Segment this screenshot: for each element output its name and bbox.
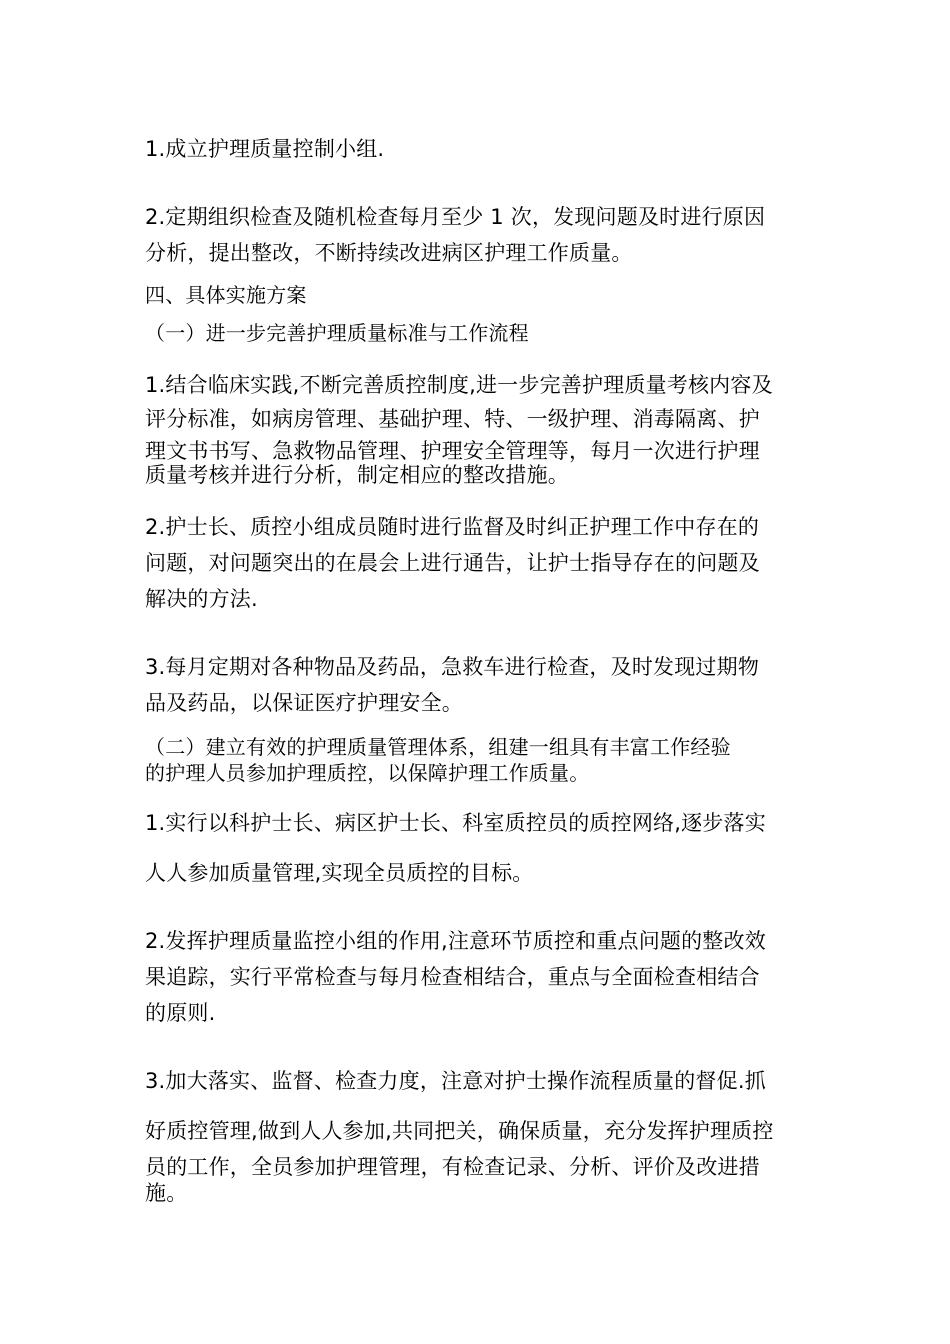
text-line-3: 分析，提出整改，不断持续改进病区护理工作质量。 [145,241,633,265]
text-line-7: 评分标准，如病房管理、基础护理、特、一级护理、消毒隔离、护 [145,407,760,431]
text-line-19: 2.发挥护理质量监控小组的作用,注意环节质控和重点问题的整改效 [145,929,766,953]
text-line-9: 质量考核并进行分析，制定相应的整改措施。 [145,463,569,487]
section-heading-4: 四、具体实施方案 [145,283,307,307]
text-line-16: 的护理人员参加护理质控，以保障护理工作质量。 [145,761,590,785]
subsection-heading-1: （一）进一步完善护理质量标准与工作流程 [145,321,529,345]
text-line-24: 员的工作，全员参加护理管理，有检查记录、分析、评价及改进措 [145,1155,760,1179]
text-line-14: 品及药品，以保证医疗护理安全。 [145,691,463,715]
text-line-23: 好质控管理,做到人人参加,共同把关，确保质量，充分发挥护理质控 [145,1119,774,1143]
text-line-22: 3.加大落实、监督、检查力度，注意对护士操作流程质量的督促.抓 [145,1069,766,1093]
text-line-2: 2.定期组织检查及随机检查每月至少 1 次，发现问题及时进行原因 [145,205,766,229]
text-line-13: 3.每月定期对各种物品及药品，急救车进行检查，及时发现过期物 [145,655,760,679]
text-line-8: 理文书书写、急救物品管理、护理安全管理等，每月一次进行护理 [145,439,760,463]
text-line-11: 问题，对问题突出的在晨会上进行通告，让护士指导存在的问题及 [145,551,760,575]
text-line-18: 人人参加质量管理,实现全员质控的目标。 [145,861,534,885]
text-line-6: 1.结合临床实践,不断完善质控制度,进一步完善护理质量考核内容及 [145,373,773,397]
text-line-20: 果追踪，实行平常检查与每月检查相结合，重点与全面检查相结合 [145,965,760,989]
subsection-heading-2: （二）建立有效的护理质量管理体系，组建一组具有丰富工作经验 [145,735,731,759]
text-line-10: 2.护士长、质控小组成员随时进行监督及时纠正护理工作中存在的 [145,515,760,539]
text-line-12: 解决的方法. [145,587,258,611]
text-line-25: 施。 [145,1181,188,1205]
text-line-21: 的原则. [145,1001,216,1025]
text-line-1: 1.成立护理质量控制小组. [145,137,385,161]
text-line-17: 1.实行以科护士长、病区护士长、科室质控员的质控网络,逐步落实 [145,811,766,835]
